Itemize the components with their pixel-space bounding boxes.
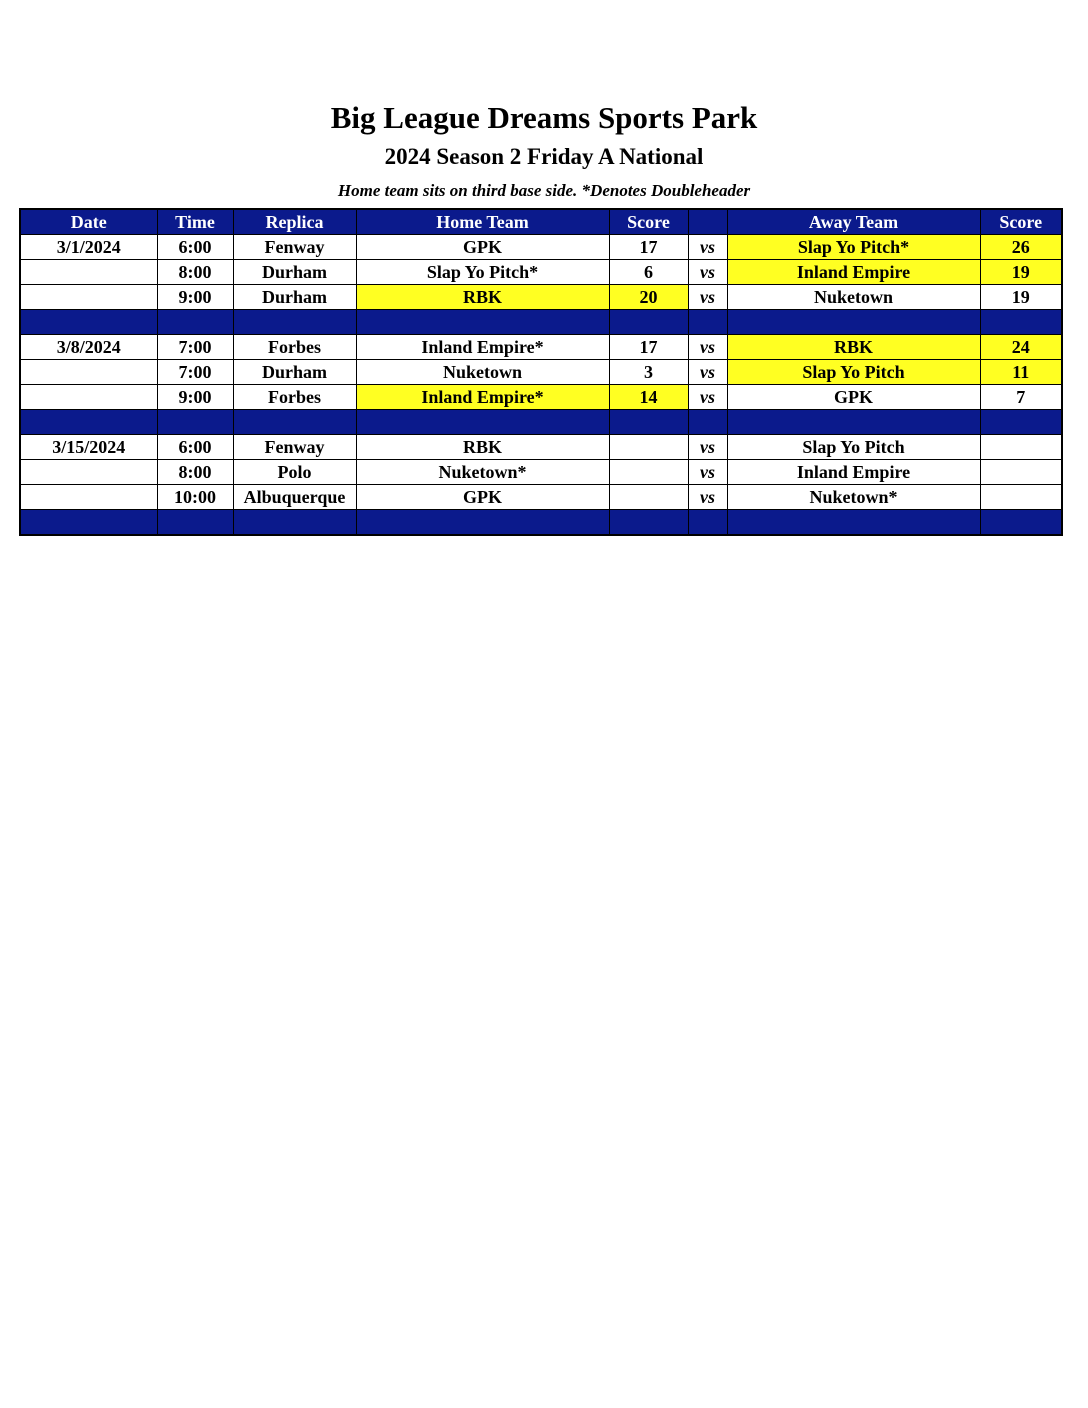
column-header-date: Date [20,209,157,235]
away-team-cell: Slap Yo Pitch [727,360,980,385]
date-cell [20,285,157,310]
time-cell: 8:00 [157,260,233,285]
separator-cell [157,310,233,335]
column-header-away-team: Away Team [727,209,980,235]
separator-cell [609,410,688,435]
game-row [20,385,1062,410]
separator-cell [688,410,727,435]
date-cell: 3/8/2024 [20,335,157,360]
page-title: Big League Dreams Sports Park [330,100,758,135]
home-score-cell [609,435,688,460]
vs-cell: vs [688,460,727,485]
away-team-cell: Slap Yo Pitch [727,435,980,460]
separator-cell [980,310,1062,335]
time-cell: 7:00 [157,360,233,385]
separator-cell [20,310,157,335]
away-score-cell: 26 [980,235,1062,260]
game-row [20,235,1062,260]
replica-cell: Forbes [233,335,356,360]
away-team-cell: Nuketown [727,285,980,310]
separator-cell [609,310,688,335]
replica-cell: Durham [233,260,356,285]
away-score-cell: 19 [980,260,1062,285]
date-cell [20,485,157,510]
home-score-cell: 3 [609,360,688,385]
away-team-cell: Inland Empire [727,260,980,285]
schedule-table [19,208,1063,536]
separator-cell [233,510,356,536]
home-score-cell: 17 [609,335,688,360]
separator-cell [356,510,609,536]
game-row [20,285,1062,310]
replica-cell: Fenway [233,435,356,460]
column-header-replica: Replica [233,209,356,235]
schedule-body [20,235,1062,536]
separator-cell [727,310,980,335]
column-header-vs [688,209,727,235]
home-score-cell [609,460,688,485]
home-team-cell: Nuketown* [356,460,609,485]
vs-cell: vs [688,485,727,510]
separator-cell [233,410,356,435]
game-row [20,335,1062,360]
home-score-cell: 17 [609,235,688,260]
date-cell [20,385,157,410]
home-team-cell: Slap Yo Pitch* [356,260,609,285]
away-team-cell: Nuketown* [727,485,980,510]
time-cell: 6:00 [157,435,233,460]
away-score-cell: 11 [980,360,1062,385]
game-row [20,460,1062,485]
doubleheader-note: Home team sits on third base side. *Denotes Doubleheader [337,181,751,200]
date-cell: 3/15/2024 [20,435,157,460]
schedule-header [20,209,1062,235]
separator-cell [609,510,688,536]
date-cell [20,360,157,385]
home-score-cell [609,485,688,510]
away-score-cell [980,435,1062,460]
vs-cell: vs [688,385,727,410]
date-cell [20,460,157,485]
home-team-cell: RBK [356,285,609,310]
replica-cell: Albuquerque [233,485,356,510]
separator-cell [688,310,727,335]
home-score-cell: 6 [609,260,688,285]
home-team-cell: GPK [356,485,609,510]
separator-cell [157,510,233,536]
home-team-cell: GPK [356,235,609,260]
week-separator-row [20,410,1062,435]
home-team-cell: Inland Empire* [356,335,609,360]
date-cell: 3/1/2024 [20,235,157,260]
separator-cell [980,510,1062,536]
column-header-home-score: Score [609,209,688,235]
separator-cell [20,410,157,435]
separator-cell [727,510,980,536]
separator-cell [727,410,980,435]
vs-cell: vs [688,260,727,285]
replica-cell: Polo [233,460,356,485]
replica-cell: Forbes [233,385,356,410]
header-row [20,209,1062,235]
away-team-cell: RBK [727,335,980,360]
replica-cell: Fenway [233,235,356,260]
week-separator-row [20,310,1062,335]
time-cell: 10:00 [157,485,233,510]
separator-cell [157,410,233,435]
replica-cell: Durham [233,285,356,310]
away-score-cell: 7 [980,385,1062,410]
away-score-cell: 24 [980,335,1062,360]
separator-cell [20,510,157,536]
away-score-cell [980,460,1062,485]
vs-cell: vs [688,360,727,385]
separator-cell [688,510,727,536]
away-score-cell [980,485,1062,510]
separator-cell [356,410,609,435]
vs-cell: vs [688,435,727,460]
home-team-cell: RBK [356,435,609,460]
game-row [20,435,1062,460]
away-team-cell: Inland Empire [727,460,980,485]
away-team-cell: GPK [727,385,980,410]
away-team-cell: Slap Yo Pitch* [727,235,980,260]
time-cell: 7:00 [157,335,233,360]
time-cell: 9:00 [157,285,233,310]
vs-cell: vs [688,235,727,260]
home-score-cell: 20 [609,285,688,310]
week-separator-row [20,510,1062,536]
separator-cell [233,310,356,335]
home-team-cell: Inland Empire* [356,385,609,410]
time-cell: 8:00 [157,460,233,485]
time-cell: 9:00 [157,385,233,410]
separator-cell [356,310,609,335]
column-header-away-score: Score [980,209,1062,235]
game-row [20,360,1062,385]
vs-cell: vs [688,335,727,360]
time-cell: 6:00 [157,235,233,260]
column-header-time: Time [157,209,233,235]
replica-cell: Durham [233,360,356,385]
column-header-home-team: Home Team [356,209,609,235]
away-score-cell: 19 [980,285,1062,310]
page-subtitle: 2024 Season 2 Friday A National [384,144,704,169]
vs-cell: vs [688,285,727,310]
game-row [20,260,1062,285]
home-team-cell: Nuketown [356,360,609,385]
game-row [20,485,1062,510]
separator-cell [980,410,1062,435]
date-cell [20,260,157,285]
home-score-cell: 14 [609,385,688,410]
